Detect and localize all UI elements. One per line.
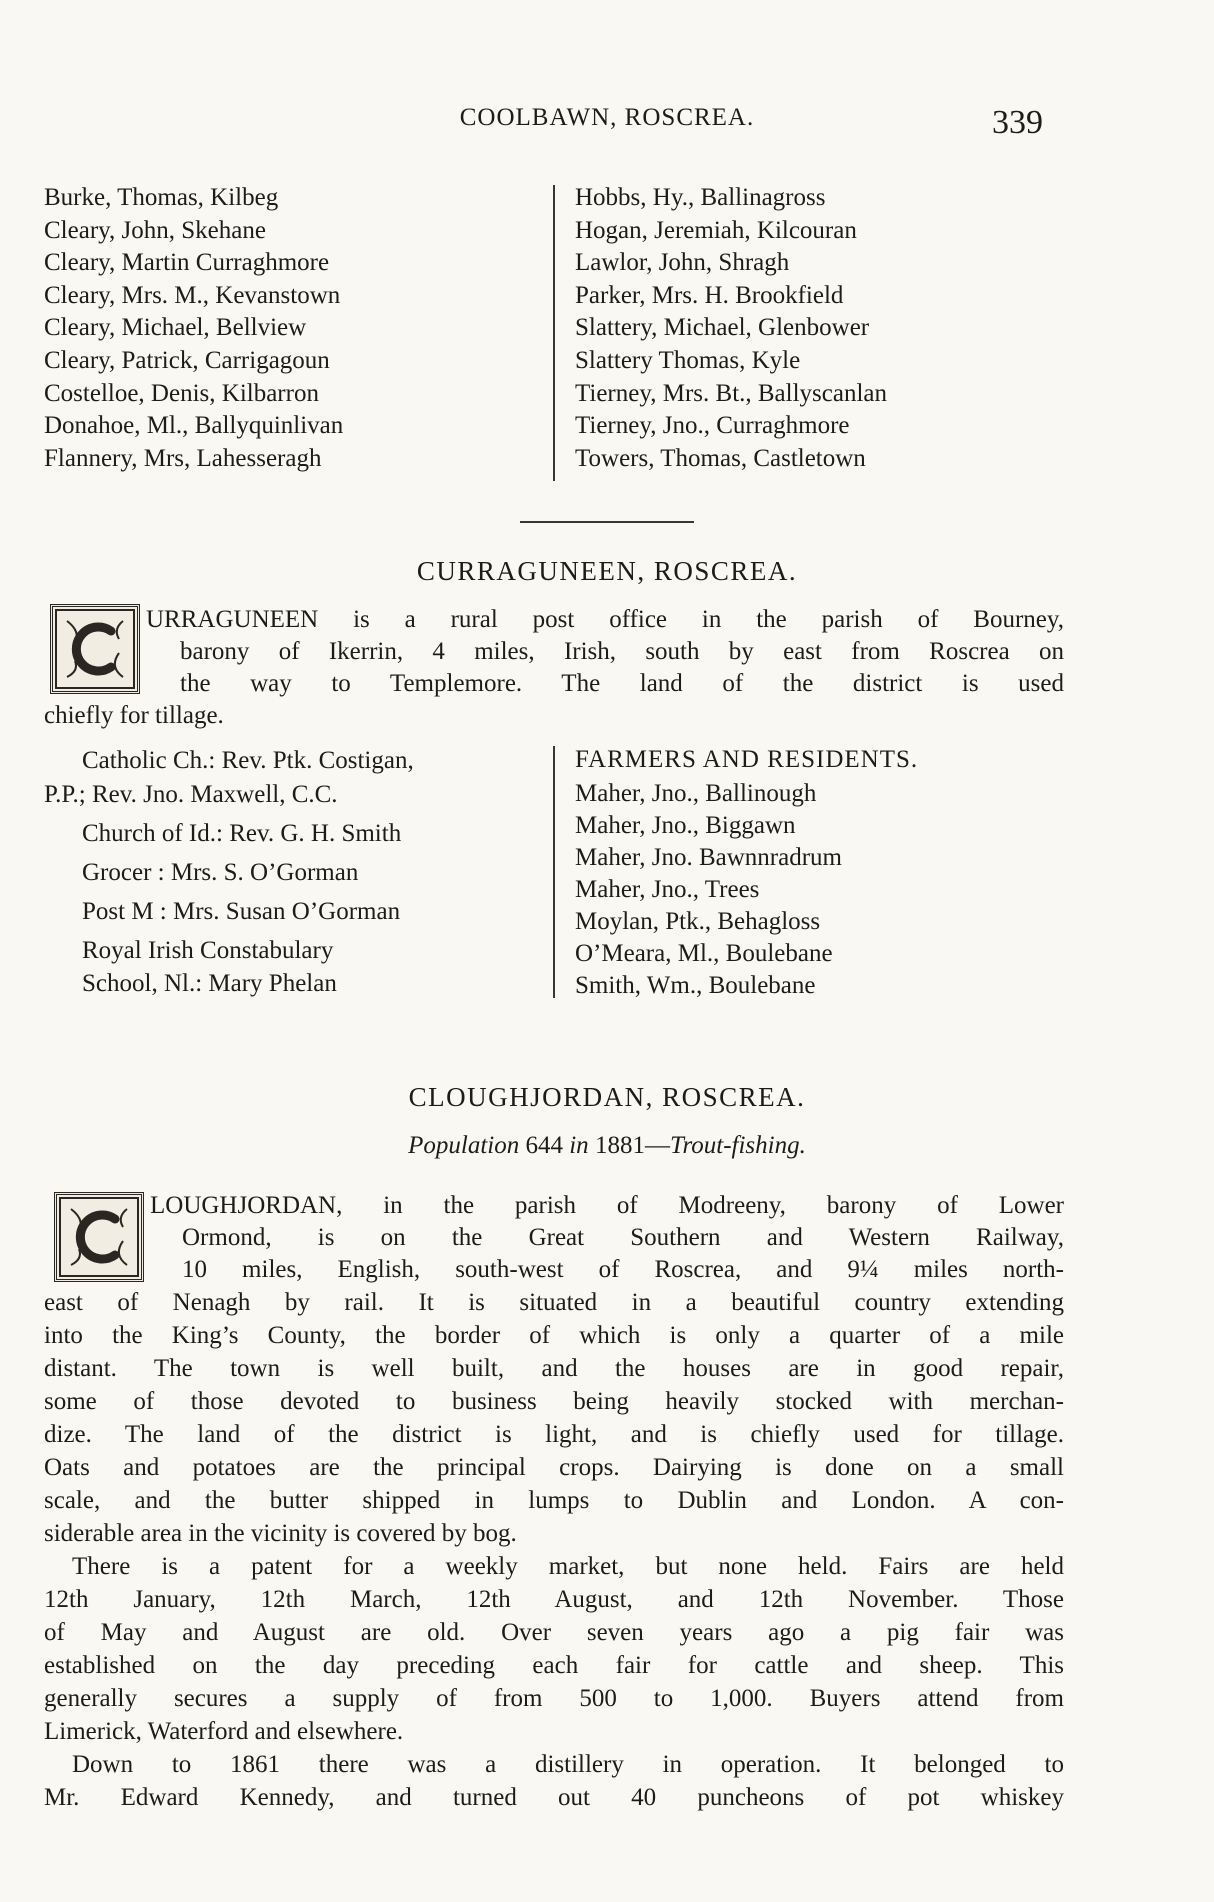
list-item: Tierney, Mrs. Bt., Ballyscanlan (575, 379, 888, 407)
paragraph-line: into the King’s County, the border of which is only a quarter of a mile (44, 1322, 1064, 1349)
paragraph-line: 12th January, 12th March, 12th August, and 12th November. Those (44, 1586, 1064, 1613)
intro-line: URRAGUNEEN is a rural post office in the parish of Bourney, (146, 606, 1064, 633)
paragraph-line: dize. The land of the district is light, and is chiefly used for tillage. (44, 1421, 1064, 1448)
letter-c-icon (53, 607, 137, 691)
paragraph-line: some of those devoted to business being heavily stocked with merchan- (44, 1388, 1064, 1415)
ornamental-initial-icon (50, 604, 140, 694)
subheading-text: 644 (519, 1132, 570, 1159)
list-item: Moylan, Ptk., Behagloss (575, 908, 821, 935)
intro-line: barony of Ikerrin, 4 miles, Irish, south by east from Roscrea on (180, 638, 1064, 665)
list-item: Cleary, Mrs. M., Kevanstown (44, 281, 341, 309)
list-item: Slattery, Michael, Glenbower (575, 314, 870, 342)
ornamental-initial-icon (54, 1192, 144, 1282)
list-item: Maher, Jno., Biggawn (575, 812, 796, 839)
list-item: Towers, Thomas, Castletown (575, 444, 866, 472)
list-item: Donahoe, Ml., Ballyquinlivan (44, 412, 344, 440)
list-item: Post M : Mrs. Susan O’Gorman (82, 897, 401, 925)
section-heading: CURRAGUNEEN, ROSCREA. (416, 556, 798, 586)
list-item: Hobbs, Hy., Ballinagross (575, 184, 826, 211)
list-item: O’Meara, Ml., Boulebane (575, 940, 833, 967)
intro-line: the way to Templemore. The land of the district is used (180, 670, 1064, 697)
paragraph-line: Oats and potatoes are the principal crops. Dairying is done on a small (44, 1454, 1064, 1481)
list-item: Tierney, Jno., Curraghmore (575, 412, 850, 440)
list-item: Catholic Ch.: Rev. Ptk. Costigan, (82, 747, 414, 774)
paragraph-line: generally secures a supply of from 500 to 1,000. Buyers attend from (44, 1685, 1064, 1712)
subheading-text: in (569, 1132, 589, 1159)
paragraph-line: east of Nenagh by rail. It is situated in a beautiful country extending (44, 1289, 1064, 1316)
list-item: Slattery Thomas, Kyle (575, 346, 801, 374)
paragraph-line: Down to 1861 there was a distillery in operation. It belonged to (72, 1751, 1064, 1778)
list-item: Burke, Thomas, Kilbeg (44, 184, 279, 211)
list-item: Cleary, Martin Curraghmore (44, 249, 330, 277)
section-subheading (0, 1132, 1214, 1160)
coolbawn-left-list (44, 182, 343, 475)
list-item: Smith, Wm., Boulebane (575, 972, 816, 999)
running-head: COOLBAWN, ROSCREA. (459, 104, 755, 131)
paragraph-line: distant. The town is well built, and the houses are in good repair, (44, 1355, 1064, 1382)
list-item: Grocer : Mrs. S. O’Gorman (82, 858, 359, 886)
coolbawn-right-list (575, 182, 887, 475)
paragraph-line: Mr. Edward Kennedy, and turned out 40 puncheons of pot whiskey (44, 1784, 1064, 1811)
paragraph-line: 10 miles, English, south-west of Roscrea, and 9¼ miles north- (182, 1256, 1064, 1283)
list-item: Lawlor, John, Shragh (575, 249, 790, 277)
list-item: Church of Id.: Rev. G. H. Smith (82, 819, 402, 847)
farmers-heading: FARMERS AND RESIDENTS. (575, 746, 919, 773)
subheading-text: Population (408, 1132, 520, 1159)
list-item: Costelloe, Denis, Kilbarron (44, 379, 319, 407)
list-item: Maher, Jno. Bawnnradrum (575, 844, 842, 871)
list-item: Cleary, Patrick, Carrigagoun (44, 346, 330, 374)
paragraph-line: established on the day preceding each fair for cattle and sheep. This (44, 1652, 1064, 1679)
paragraph-line: scale, and the butter shipped in lumps to Dublin and London. A con- (44, 1487, 1064, 1514)
paragraph-line: There is a patent for a weekly market, but none held. Fairs are held (72, 1553, 1064, 1580)
page-number: 339 (992, 104, 1043, 141)
letter-c-icon (57, 1195, 141, 1279)
list-item: Hogan, Jeremiah, Kilcouran (575, 216, 857, 244)
officials-list (44, 744, 414, 1001)
paragraph-line: Ormond, is on the Great Southern and Western Railway, (182, 1224, 1064, 1251)
paragraph-line: siderable area in the vicinity is covered by bog. (44, 1520, 517, 1547)
list-item: School, Nl.: Mary Phelan (82, 970, 337, 997)
intro-line: chiefly for tillage. (44, 702, 224, 729)
paragraph-line: LOUGHJORDAN, in the parish of Modreeny, barony of Lower (150, 1192, 1064, 1219)
paragraph-line: of May and August are old. Over seven years ago a pig fair was (44, 1619, 1064, 1646)
list-item: Parker, Mrs. H. Brookfield (575, 281, 844, 309)
subheading-text: 1881— (588, 1132, 670, 1159)
list-item: Flannery, Mrs, Lahesseragh (44, 444, 322, 472)
farmers-list (575, 744, 918, 1002)
column-divider (553, 746, 555, 998)
list-item: Maher, Jno., Trees (575, 876, 760, 903)
list-item: Maher, Jno., Ballinough (575, 780, 817, 807)
list-item: Royal Irish Constabulary (82, 936, 334, 964)
column-divider (553, 185, 555, 481)
paragraph-line: Limerick, Waterford and elsewhere. (44, 1718, 404, 1745)
subheading-text: Trout-fishing. (669, 1132, 806, 1159)
section-divider (520, 521, 694, 523)
list-item: P.P.; Rev. Jno. Maxwell, C.C. (44, 780, 338, 808)
list-item: Cleary, John, Skehane (44, 216, 266, 244)
section-heading: CLOUGHJORDAN, ROSCREA. (408, 1082, 806, 1112)
list-item: Cleary, Michael, Bellview (44, 314, 307, 342)
